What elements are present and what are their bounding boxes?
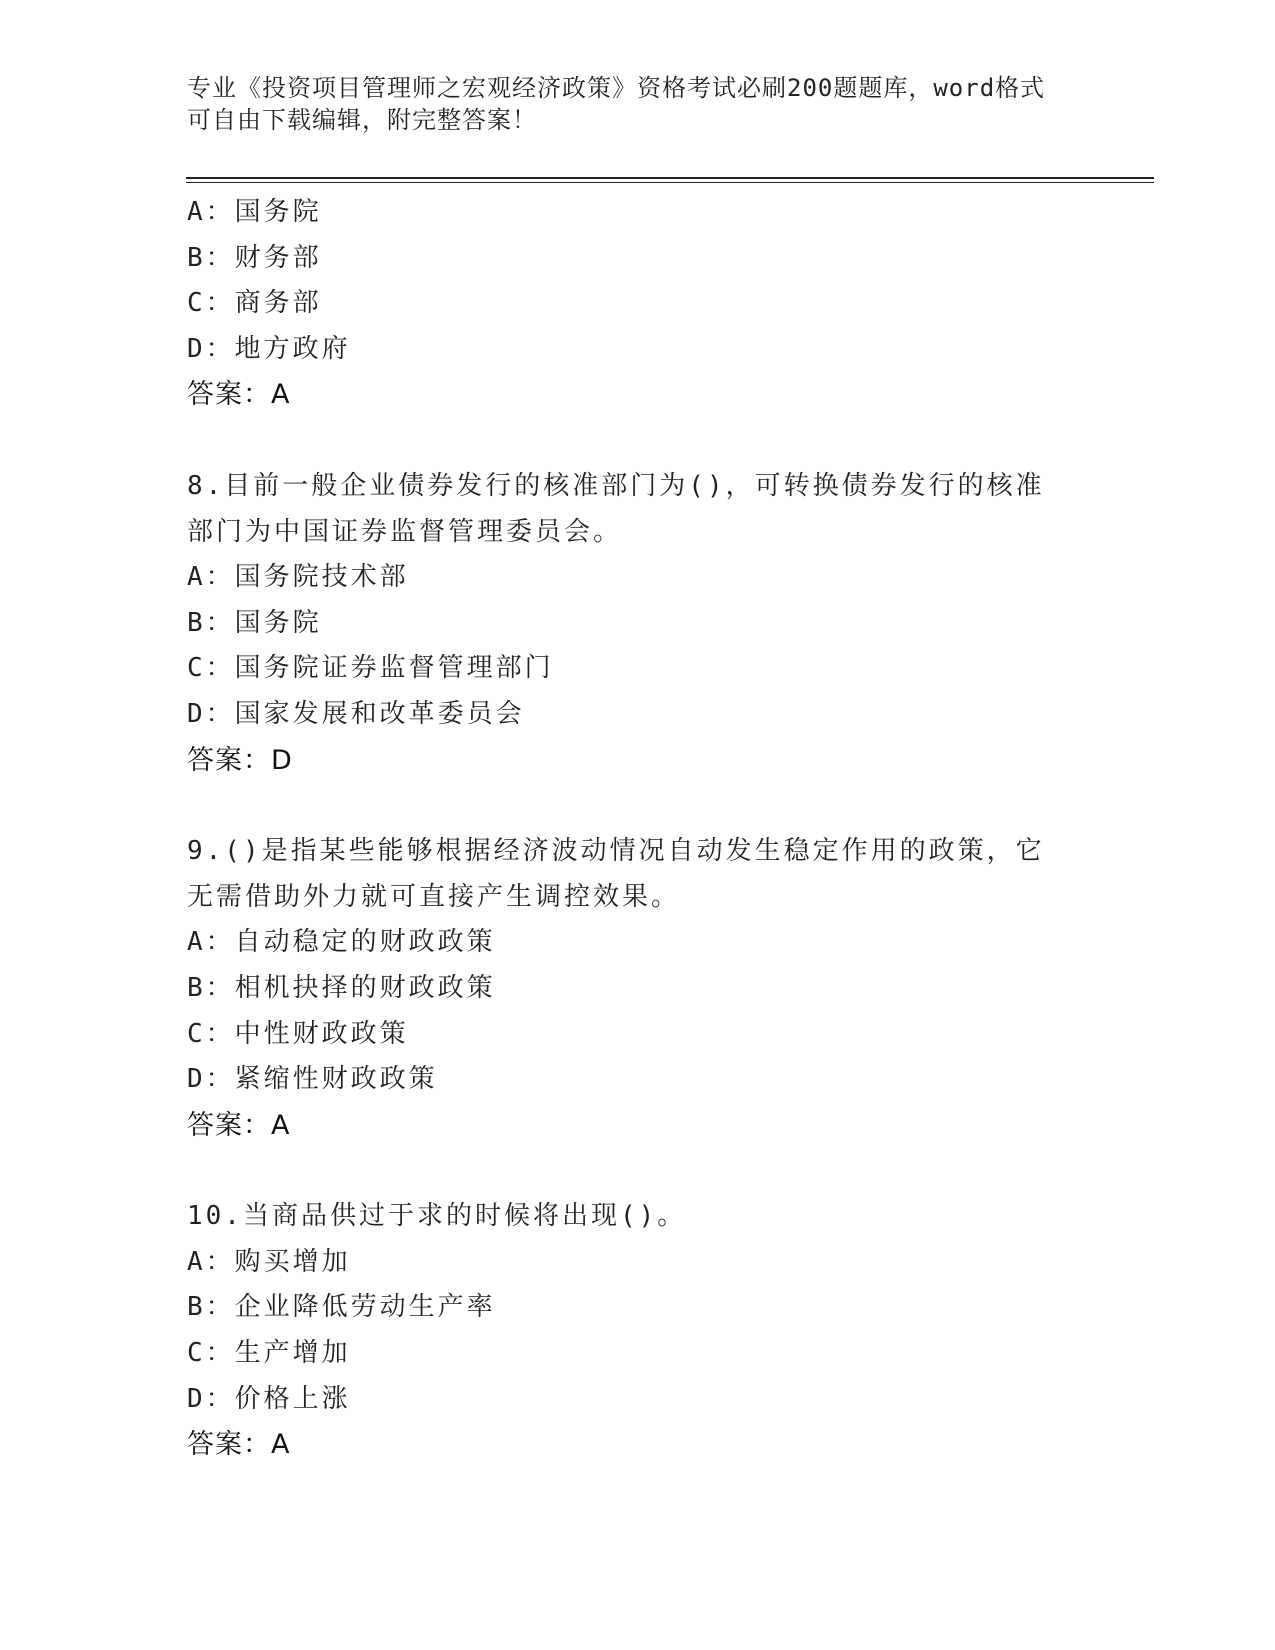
question-text: 9.()是指某些能够根据经济波动情况自动发生稳定作用的政策，它无需借助外力就可直接产生调控效果。 [187, 836, 1045, 912]
answer-line: 答案：A [187, 1109, 291, 1141]
answer-line: 答案：A [187, 379, 291, 411]
option-b: B：国务院 [187, 607, 322, 638]
spacer [187, 1148, 1067, 1194]
spacer [187, 783, 1067, 829]
option-b: B：相机抉择的财政政策 [187, 972, 496, 1003]
question-block-8 [187, 464, 1067, 783]
answer-line: 答案：A [187, 1429, 291, 1461]
option-d: D：价格上涨 [187, 1383, 351, 1414]
option-a: A：自动稳定的财政政策 [187, 927, 496, 958]
option-b: B：财务部 [187, 242, 322, 273]
document-header: 专业《投资项目管理师之宏观经济政策》资格考试必刷200题题库，word格式可自由下载编辑，附完整答案！ [187, 74, 1046, 134]
header-divider-thick [186, 177, 1154, 179]
option-c: C：国务院证券监督管理部门 [187, 653, 554, 684]
question-block-9 [187, 829, 1067, 1148]
question-list [187, 190, 1067, 1468]
header-divider-thin [186, 182, 1154, 183]
option-a: A：国务院技术部 [187, 562, 409, 593]
option-c: C：生产增加 [187, 1338, 351, 1369]
question-text: 8.目前一般企业债券发行的核准部门为()，可转换债券发行的核准部门为中国证券监督管理委员会。 [187, 470, 1045, 547]
option-a: A：国务院 [187, 197, 322, 227]
question-text: 10.当商品供过于求的时候将出现()。 [187, 1201, 687, 1232]
option-d: D：地方政府 [187, 333, 351, 364]
question-block-7 [187, 190, 1067, 418]
option-d: D：国家发展和改革委员会 [187, 698, 525, 729]
option-b: B：企业降低劳动生产率 [187, 1292, 496, 1323]
option-c: C：商务部 [187, 288, 322, 319]
spacer [187, 418, 1067, 464]
option-d: D：紧缩性财政政策 [187, 1064, 438, 1095]
option-a: A：购买增加 [187, 1246, 351, 1277]
question-block-10 [187, 1194, 1067, 1468]
answer-line: 答案：D [187, 744, 293, 776]
option-c: C：中性财政政策 [187, 1018, 409, 1049]
